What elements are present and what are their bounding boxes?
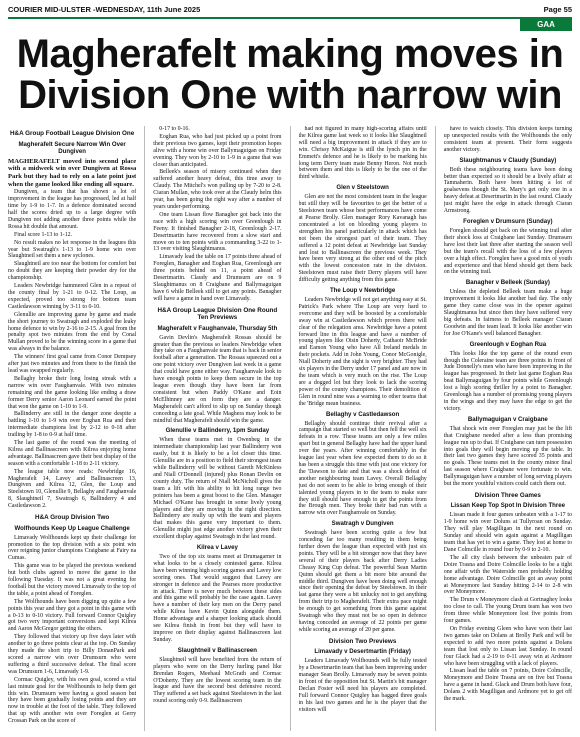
paragraph: Bellaghy broke their long losing streak with a narrow win over Faughanvale. With two minutes remaining and the game looking like ending a draw former Derry senior Aaron Leonard earned the point that won the game on 1-10 to 1-9. (8, 375, 137, 410)
column-divider (290, 126, 291, 731)
subhead: Glenullie v Ballinderry, 1pm Sunday (165, 427, 270, 435)
subhead: Bellaghy v Castledawson (326, 410, 400, 418)
page-number: Page 55 (543, 4, 572, 14)
headline: Magherafelt making moves in Division One with narrow win (16, 32, 564, 117)
paragraph: Lissan lead the table on 7 points, Doire Colmcille, Moneymore and Doire Trasna are on five but Trasna have a game in hand. Glack and Drum both have four, Dolans 2 with Magilligan and Ardmore yet to get off the mark. (443, 668, 572, 703)
subhead: Lissan Keep Top Spot In Division Three (450, 502, 566, 510)
paragraph: This game was to be played the previous weekend but both clubs agreed to move the game to the following Tuesday. It was not a great evening for football but the victory moved Limavady to the top of the table, a point ahead of Foreglen. (8, 563, 137, 597)
paragraph: Lissan made it four games unbeaten with a 1-17 to 1-9 home win over Doluns at Tullyroan on Sunday. They will play Magilligan in the next round on Sunday and should win again against a Magilligan team that has yet to win a game. They lost at home to Dane Colmcille in round four by 0-9 to 2-10. (443, 512, 572, 553)
paragraph: Dungiven, a team that has shown a lot of improvement in the league has progressed, led at half time by 1-9 to 1-7. In a defence dominated second half the scores dried up to a large degree with Dungiven not adding another three points while the Rossa hit double that amount. (8, 189, 137, 230)
paragraph: Leaders Newbridge hammered Glen in a repeat of the county final by 1-21 to 0-12. The Loup, as expected, proved too strong for bottom team Castledawson winning by 3-11 to 0-10. (8, 283, 137, 310)
paragraph: The all city clash between the unbeaten pair of Doire Trasna and Doire Colmcille looks to be a tight one affair with the Waterside men probably holding home advantage. Doire Colmcille got an away point at Moneymore last Sunday hitting 2-14 to 2-8 win over Moneymore. (443, 554, 572, 596)
subhead: H&A Group League Division One Round Ten Previews (157, 306, 278, 322)
paragraph: Limavady Wolfhounds kept up their challenge for promotion to the top division with a six point win over reigning junior champions Craigbane at Fairy na Cumas. (8, 534, 137, 562)
subhead: Glen v Steelstown (336, 184, 389, 192)
paragraph: Both these neighbouring teams have been doing better than expected so it should be a lively affair at Tamnaherin. Both have been hitting a lot of goalsevens though the St. Mary's get only one in a heavy defeat at Desertmartin in the last round. Claudy just might have the edge in attack through Ciaran Armstrong. (443, 166, 572, 215)
paragraph: The winners' first goal came from Conor Dempsey after just two minutes and from there to the finish the lead was swapped regularly. (8, 354, 137, 374)
paragraph: Cormac Quigley, with his own goal, scored a vital last minute goal for the Wolfhounds to help them get this win. Drumsurn were having a good season but they have been gradually losing points and they are now in trouble at the foot of the table. They followed that up with another win over Foreglen at Gerry Crossan Park on the score of (8, 676, 137, 725)
paragraph: The league table now reads: Newbridge 16, Magherafelt 14, Lavey and Ballinascreen 13, Dungiven and Kilrea 12, Glen, the Loup and Steelstown 10, Glenullie 9, Bellaghy and Faughanvale 8, Slaughtneil 7, Swatragh 6, Ballinderry 4 and Castledawson 2. (8, 468, 137, 510)
subhead: Limavady v Desertmartin (Friday) (314, 648, 411, 656)
subhead: Division Three Games (474, 491, 541, 499)
subhead: Greenlough v Eoghan Rua (469, 340, 547, 348)
subhead: Division Two Previews (328, 637, 397, 645)
paragraph: Limavady lead the table on 17 points three ahead of Foreglen, Banagher and Eoghan Rua, Greenlough are three points behind on 11, a point ahead of Desertmartin. Claudy and Drumsurn are on 9 Slaughtmanus on 8 Craigbane and Ballymaguigan have 6 while Belleek still to get any points. Banagher will have a game in hand over Limavady. (153, 254, 282, 302)
paragraph: One team Lissan flow Banagher got back into the race with a high scoring win over Greenlough in Feeny. It finished Banagher 2-18, Greenlough 2-17. Desertmartin have recovered from a slow start and move on to ten points with a commanding 3-22 to 1-13 over visiting Slaughtmanus. (153, 211, 282, 253)
section-tab: GAA (520, 19, 572, 31)
paragraph: Bellaghy should continue their revival after a campaign that started so well but then fell the well six defeats in a row. These teams are only a few miles apart but in general Bellaghy have had the upper hand over the years. After winning comfortably in the league last year when few expected them to do so it has been a struggle this time with just one victory for the 'Dawson to date and that was a shock defeat of another neighbouring team Lavey. Overall Bellaghy just do not seem to be able to bring enough of their talented young players in to the team to make sure they still should have enough to get the points from the Brough men. They broke their bad run with a narrow win over Faughanvale on Sunday. (298, 420, 427, 517)
subhead: H&A Group Division Two (35, 514, 110, 522)
column-3 (299, 126, 427, 731)
subhead: Magherafelt Secure Narrow Win Over Dungiven (18, 140, 126, 155)
paragraph: On Friday evening Gleen who have won their last two games take on Dolans at Brolly Park and will be expected to add two more points against a Dolans team that lost only to Lissan last Sunday. In round four Glack had a 2-19 to 0-11 away win at Ardmore who have been struggling with a lack of players. (443, 625, 572, 667)
paragraph: had not figured in many high-scoring affairs until the Kilrea game last week so it looks like Slaughtneil will need a big improvement in attack if they are to win. Chrissy McKaigue is still the lynch pin in the Emmett's defence and he is likely to be marking his long term Derry team mate Benny Heron. Not much between them and this is likely to be the one of the third whistle. (298, 126, 427, 181)
column-divider (435, 126, 436, 731)
paragraph: Glen are not the most consistent team in the league but still they will be favourites to get the better of a Steelstown team whose best performances have come at Pearse Brolly. Glen manager Rory Kavanagh has concentrated a lot on blooding young players to strengthen his panel particularly in attack which has not been the strongest part of their team. They suffered a 12 point defeat at Newbridge last Sunday and lost to Ballinascreen the previous week. They have been very strong at the other end of the pitch with the lowest concession rate in the division. Steelstown must raise their Derry players will have difficulty getting anything from this game. (298, 194, 427, 284)
subhead: Kilrea v Lavey (196, 544, 238, 552)
paragraph: Final score 1-13 to 1-12. (14, 231, 73, 238)
paragraph: Swatragh have been scoring quite a few but conceding far too many resulting in them being further down the league than expected with just six points. They will be a bit stronger now that they have several of their players back after Derry Ladies Cheasy King Cup defeat. The powerful Sean Martin Quinn should get them a bit more bite around the middle third. Dungiven have been doing well enough since their opening the defeat by Steelstown. In their last game they were a bit unlucky not to get anything from their trip to Magherafelt. Their extra pace might be enough to get something from this game against Swatragh who they must not be so open in defence having conceded an average of 22 points per game while scoring an average of 20 per game. (298, 530, 427, 633)
subhead: The Loup v Newbridge (329, 287, 396, 295)
header-rule (8, 17, 572, 19)
paragraph: Slaughtneil are too near the bottom for comfort but no doubt they are keeping their powder dry for the championship. (8, 261, 137, 282)
column-2 (153, 126, 281, 731)
subhead: Banagher v Belleek (Sunday) (465, 279, 550, 287)
paragraph: Slaughtneil will have benefited from the return of players who were on the Derry hurling panel like Brendan Rogers, Meehaul McGrath and Cormac O'Doherty. They are the lowest scoring team in the league and have the second best defensive record. They suffered a set back against Steelstown in the last round scoring only 0-9. Ballinascreen (153, 656, 282, 705)
paragraph: Leaders Limavady Wolfhounds will be fully tested by a Desertmartin team that has been improving under manager Sean Brolly. Limavady may be seven points in front of the opposition but St. Martin's bit manager Declan Foster will need his players are completed. Full forward Connor Quigley has bagged three goals in his last two games and he is the player that the visitors will (298, 658, 427, 713)
paragraph: Glenullie are improving game by game and made the short journey to Swatragh and exploded the leaky home defence to win by 2-16 to 2-15. A goal from the penalty spot two minutes from the end by Conal Mullan proved to be the winning score in a game that was always in the balance. (8, 311, 137, 353)
subhead: Wolfhounds Keep Up League Challenge (14, 524, 130, 532)
column-divider (144, 126, 145, 731)
paragraph: Unless the depleted Belleek team make a huge improvement it looks like another bad day. The only game they came close was in the opener against Slaughtmanus but since then they have suffered very big defeats. In fairness to Belleek manager Ciaran Goodwin and the team lead. It looks like another win for Joe O'Kane's well balanced Banagher. (443, 289, 572, 337)
subhead: H&A Group Football League Division One (9, 130, 135, 137)
paragraph: The Drum v Moneymore clash at Gortnaghey looks too close to call. The young Drum team has won two from three while Moneymore lost five points from four games. (443, 597, 572, 625)
lede-paragraph: MAGHERAFELT moved into second place with a midweek win over Dungiven at Rossa Park but they had to rely on a late point just when the game looked like ending all square. (8, 157, 137, 188)
paragraph: Ballinderry are still in the danger zone despite a battling 1-10 to 1-9 win over Eoghan Rua and their intermediate champions lost by 2-12 to 0-18 after trailing by 1-8 to 0-9 at half time. (8, 411, 137, 439)
paragraph: Leaders Newbridge will not get anything easy at St. Patrick's Park where The Loup are very hard to overcome and they will be boosted by a comfortable away win at Castledawson which proves there will clear of the relegation area. Newbridge have a potent forward line in this league and have a number of young players like Oisin Doherty, Cathaoir McBride and Eamon Young who have All Ireland medals in their pockets. Add in John Young, Conor McGonigle, Niall Doherty and the sight is very brighter. They had six players in the Derry under 17 panel and are now in the team which is very much on the rise. The Loup are a dogged lot but they look to lack the scoring power of the county champions. Their demolition of Glen in round nine was a warning to other teams that the 'Bridge mean business. (298, 297, 427, 407)
column-1 (8, 126, 136, 731)
subhead: Swatragh v Dungiven (331, 520, 394, 528)
subhead: Magherafelt v Faughanvale, Thursday 5th (157, 324, 278, 332)
paragraph: 0-17 to 0-16. (159, 126, 190, 132)
subhead: Slaughtmanus v Claudy (Sunday) (459, 156, 557, 164)
paragraph: When these teams met in Owenbeg in the intermediate championship last year Ballinderry won easily, but it is likely to be a lot closer this time. Glenullie are in a position to field their strongest team while Ballinderry will be without Gareth McKinless and Niall O'Donnell (injured) plus Ronan Devlin on county duty. The return of Niall McNicholl gives the team a lift with his ability to hit long range two pointers has been a great boost to the Glen. Manager Michael O'Kane has brought in some lively young players and they are moving in the right direction. Ballinderry are really up with the team and players that makes this game very important to them. Glenullie might just edge another victory given their excellent display against Swatragh in the last round. (153, 437, 282, 541)
subhead: Slaughtneil v Ballinascreen (177, 646, 257, 654)
paragraph: This looks like the top game of the round even though the Coleraine team are three points in front of Jude Donnelly's men who have been improving in the league has progressed. In their last game Eoghan Rua beat Ballymaguigan by four points while Greenlough lost a high scoring thriller by a point to Banagher. Greenlough has a number of promising young players in the wings and they may have the edge to get the victory. (443, 350, 572, 412)
paragraph: Belleek's season of misery continued when they suffered another heavy defeat, this time away to Claudy. The Mitchel's won pulling up by 7-20 to 2-8. Ciaran Mullan, who took over at the Claudy helm this year, has been going the right way after a number of years under-performing. (153, 169, 282, 210)
publication-line: COURIER MID-ULSTER -WEDNESDAY, 11th June 2025 (8, 4, 201, 14)
paragraph: Foreglen should get back on the winning trail after their shock loss at Craigbane last Sunday. Drumsurn have lost their last three after starting the season well but the team's recall with the loss of a few players over a high effect. Foreglen have a good mix of youth and experience and that blend should get them back on the winning trail. (443, 227, 572, 276)
paragraph: They followed that victory up five days later with another to go three points clear at the top. On Sunday they made the short trip to Billy DonanPark and scored a narrow win over Drumsurn who were suffering a third successive defeat. The final score was Drumsurn 1-6, Limavady 1-9. (8, 634, 137, 675)
paragraph: Eoghan Rua, who had just picked up a point from their previous two games, kept their promotion hopes alive with a home win over Ballymaguigan on Friday evening. They won by 2-10 to 1-9 in a game that was closer than anticipated. (153, 133, 282, 168)
page-header (8, 2, 572, 16)
subhead: Ballymaguigan v Craigbane (467, 415, 548, 423)
paragraph: No result makes no let response in the leagues this year but Swatragh's 1-13 to 1-9 home win over Slaughtneil set them a new syclones. (8, 239, 137, 260)
article-columns (8, 126, 572, 731)
subhead: Foreglen v Drumsurn (Sunday) (463, 217, 553, 225)
paragraph: The last game of the round was the meeting of Kilrea and Ballinascreen with Kilrea enjoying home advantage. Ballinascreen gave their best display of the season with a comfortable 1-18 to 2-11 victory. (8, 440, 137, 467)
paragraph: The Wolfhounds have been digging up quite a few points this year and they got a point in this game with a 0-13 to 0-10 victory. Full forward Connor Quigley got two very important conversions and kept Kilrea and Aaron McGregor getting the others. (8, 598, 137, 633)
paragraph: Two of the top six teams meet at Drumagarner in what looks to be a closely contested game. Kilrea have been winning high scoring games and Lavey low scoring ones. That would suggest that Lavey are stronger in defence and the Pearses more productive in attack. There is never much between these sides and this game will probably be the case again. Lavey have a number of their key men on the Derry panel while Kilrea have Kevin Quinn alongside them. Home advantage and a sharper looking attack should see Kilrea finish in front but they will have to improve on their display against Ballinascreen last Sunday. (153, 554, 282, 643)
column-4 (444, 126, 572, 731)
paragraph: That shock win over Foreglen may just be the lift that Craigbane needed after a less than promising league run up to that. If Craigbane can turn possession into goals they will begin moving up the table. In their last two games they have scored 35 points and no goals. These teams met in the county minor final last season where Craigbane were fortunate to win. Ballymaguigan have a number of long serving players but the more youthful visitors could catch them out. (443, 425, 572, 488)
paragraph: have to watch closely. This division keeps turning up unexpected results with the Wolfhounds the only consistent team at present. Their form suggests another victory. (443, 126, 572, 153)
paragraph: Gavin Devlin's Magherafelt Rossas should be greater than the previous so leaders Newbridge when they take on a Faughanvale team that is back in senior football after a generation. The Rossas squeezed out a one point victory over Dungiven last week in a game that could have gone either way. Faughanvale look to have enough points to keep them secure in the top league even though they have been far from consistent but when Paddy O'Kane and Eoin McElhinney are on form they are a danger. Magherafelt can't afford to slip up on Sunday though conceding a late goal. While Maghera may look to be mindful that Magherafelt should win the game. (153, 334, 282, 424)
